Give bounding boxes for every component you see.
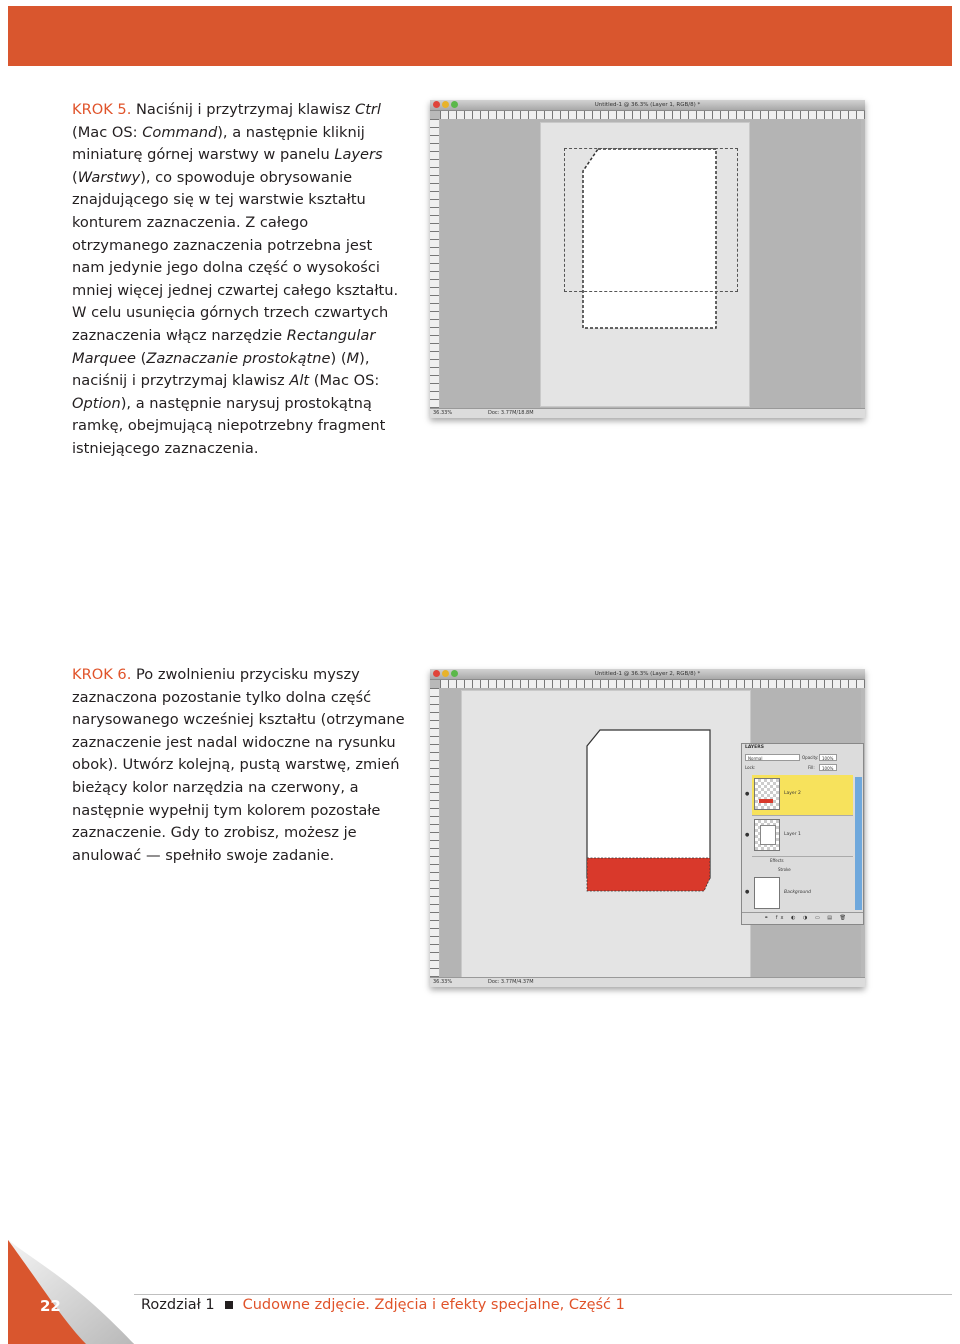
fill-label: Fill: xyxy=(808,765,815,770)
vertical-ruler xyxy=(430,119,439,409)
step-text-run: ), co spowoduje obrysowanie znajdującego się w tej warstwie kształtu konturem zaznaczenia. Z całego otrzymanego zaznaczenia potrzebna jest nam jedynie jego dolna część o wysokości mniej więcej jednej czwartej całego kształtu. W celu usunięcia górnych trzech czwartych zaznaczenia włącz narzędzie xyxy=(72,168,399,344)
step-text-run: (Mac OS: xyxy=(309,372,380,390)
emphasized-term: Command xyxy=(142,123,218,141)
step-text-run: ( xyxy=(136,349,147,367)
blend-mode-select[interactable]: Normal xyxy=(745,754,800,761)
canvas-area[interactable] xyxy=(440,688,861,978)
chapter-label: Rozdział 1 xyxy=(141,1297,215,1313)
emphasized-term: Warstwy xyxy=(77,168,141,186)
layer-name[interactable]: Layer 2 xyxy=(784,791,801,796)
status-bar xyxy=(430,977,865,987)
rectangular-marquee-selection xyxy=(564,148,738,292)
layer-thumbnail xyxy=(754,778,780,810)
eye-icon[interactable]: ● xyxy=(745,791,750,797)
layer-thumbnail xyxy=(754,877,780,909)
step-text-run: (Mac OS: xyxy=(72,123,143,141)
square-bullet-icon xyxy=(225,1301,233,1309)
step-text-run: Naciśnij i przytrzymaj klawisz xyxy=(131,101,355,118)
emphasized-term: Rectangular Marquee xyxy=(72,326,376,367)
step-5-text xyxy=(72,99,407,461)
zoom-level[interactable]: 36.33% xyxy=(433,979,453,985)
emphasized-term: Layers xyxy=(334,146,383,164)
step-6-text xyxy=(72,664,407,867)
stroke-label: Stroke xyxy=(778,867,791,872)
footer-running-head xyxy=(141,1297,625,1313)
step-text-run: ( xyxy=(72,168,78,186)
step-label: KROK 6. xyxy=(72,666,132,683)
page-number: 22 xyxy=(40,1297,61,1315)
window-title: Untitled-1 @ 36.3% (Layer 2, RGB/8) * xyxy=(594,671,701,677)
lock-label: Lock: xyxy=(745,765,756,770)
layers-scrollbar[interactable] xyxy=(855,777,862,910)
emphasized-term: Option xyxy=(72,394,121,412)
vertical-ruler xyxy=(430,688,439,978)
layer-thumbnail xyxy=(754,819,780,851)
layers-panel-buttons[interactable]: ⚭ fx ◐ ◑ ▭ ▤ 🗑 xyxy=(742,912,863,924)
step-text-run: ), a następnie kliknij miniaturę górnej warstwy w panelu xyxy=(72,123,365,164)
window-title: Untitled-1 @ 36.3% (Layer 1, RGB/8) * xyxy=(594,102,701,108)
layer-name[interactable]: Background xyxy=(784,890,811,895)
step-text-run: ), naciśnij i przytrzymaj klawisz xyxy=(72,349,370,390)
document-size: Doc: 3.77M/18.8M xyxy=(488,410,534,416)
canvas-area[interactable] xyxy=(440,119,861,409)
opacity-field[interactable]: 100% xyxy=(819,754,837,761)
document-size: Doc: 3.77M/4.37M xyxy=(488,979,534,985)
layer-row-layer-1[interactable] xyxy=(745,816,853,857)
photoshop-window-step-6 xyxy=(430,669,865,987)
layer-row-background[interactable] xyxy=(745,874,853,912)
emphasized-term: Ctrl xyxy=(355,101,381,118)
layers-panel[interactable] xyxy=(741,743,864,925)
opacity-label: Opacity: xyxy=(802,755,819,760)
zoom-level[interactable]: 36.33% xyxy=(433,410,453,416)
eye-icon[interactable]: ● xyxy=(745,889,750,896)
layer-row-layer-2[interactable] xyxy=(745,775,853,816)
window-title-bar xyxy=(430,100,865,111)
window-title-bar xyxy=(430,669,865,680)
layers-panel-title: LAYERS xyxy=(745,745,764,750)
white-shape-with-red-fill xyxy=(584,728,714,893)
fill-field[interactable]: 100% xyxy=(819,764,837,771)
layer-name[interactable]: Layer 1 xyxy=(784,832,801,837)
eye-icon[interactable]: ● xyxy=(745,832,750,838)
status-bar xyxy=(430,408,865,418)
book-title: Cudowne zdjęcie. Zdjęcia i efekty specjalne, Część 1 xyxy=(242,1297,625,1313)
emphasized-term: Zaznaczanie prostokątne xyxy=(146,349,331,367)
footer-rule xyxy=(134,1294,952,1295)
emphasized-term: Alt xyxy=(289,372,310,390)
top-color-bar xyxy=(8,6,952,66)
effects-label: Effects xyxy=(770,858,784,863)
horizontal-ruler xyxy=(440,111,865,119)
emphasized-term: M xyxy=(346,349,360,367)
step-label: KROK 5. xyxy=(72,101,132,118)
step-text-run: Po zwolnieniu przycisku myszy zaznaczona pozostanie tylko dolna część narysowanego wcześniej kształtu (otrzymane zaznaczenie jest nadal widoczne na rysunku obok). Utwórz kolejną, pustą warstwę, zmień bieżący kolor narzędzia na czerwony, a następnie wypełnij tym kolorem pozostałe zaznaczenie. Gdy to zrobisz, możesz je anulować — spełniło swoje zadanie. xyxy=(72,666,405,864)
step-text-run: ), a następnie narysuj prostokątną ramkę, obejmującą niepotrzebny fragment istniejącego zaznaczenia. xyxy=(72,394,386,457)
step-text-run: ) ( xyxy=(330,349,347,367)
page-curl-corner xyxy=(8,1240,138,1344)
photoshop-window-step-5 xyxy=(430,100,865,418)
horizontal-ruler xyxy=(440,680,865,688)
